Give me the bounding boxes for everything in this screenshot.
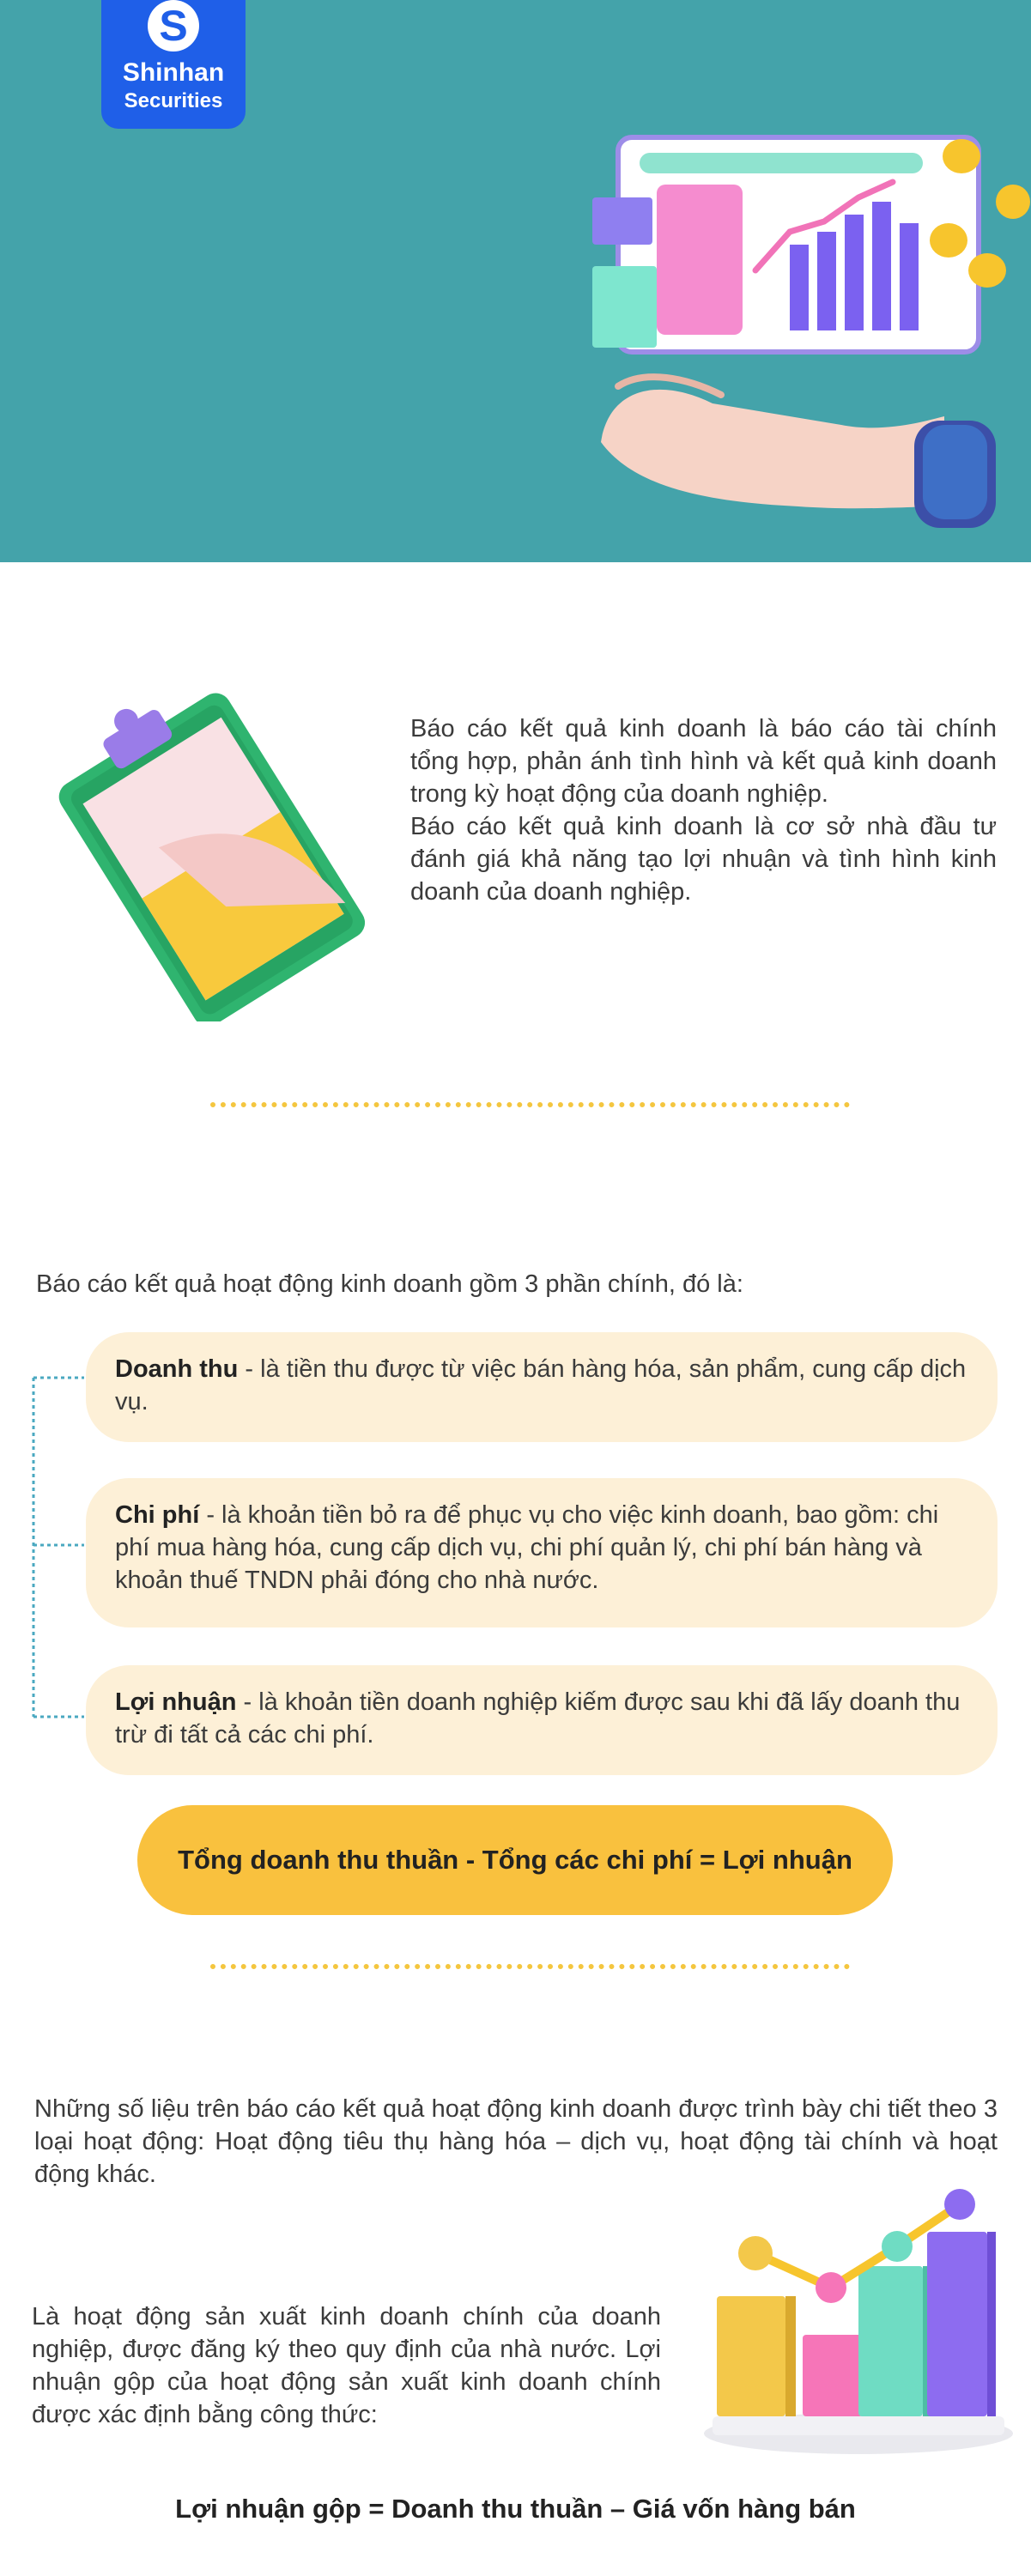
activities-intro: Những số liệu trên báo cáo kết quả hoạt động kinh doanh được trình bày chi tiết theo 3 loại hoạt động: Hoạt động tiêu thụ hàng hóa – dịch vụ, hoạt động tài chính và hoạt động khác. bbox=[34, 2095, 998, 2188]
shinhan-logo[interactable] bbox=[101, 0, 246, 129]
hero-banner bbox=[0, 0, 1031, 562]
part-desc: - là khoản tiền doanh nghiệp kiếm được sau khi đã lấy doanh thu trừ đi tất cả các chi phí. bbox=[115, 1688, 961, 1749]
brand-division: Securities bbox=[124, 89, 223, 112]
brand-name: Shinhan bbox=[122, 58, 225, 87]
parts-connector bbox=[31, 1373, 91, 1725]
part-term: Chi phí bbox=[115, 1501, 200, 1529]
bar-chart-3d-icon bbox=[687, 2167, 1013, 2464]
part-desc: - là khoản tiền bỏ ra để phục vụ cho việc kinh doanh, bao gồm: chi phí mua hàng hóa, cung cấp dịch vụ, chi phí quản lý, chi phí bán hàng và khoản thuế TNDN phải đóng cho nhà nước. bbox=[115, 1501, 939, 1594]
part-card-revenue bbox=[86, 1332, 998, 1442]
shinhan-logo-mark: S bbox=[148, 0, 199, 52]
intro-paragraph: Báo cáo kết quả kinh doanh là báo cáo tài chính tổng hợp, phản ánh tình hình và kết quả kinh doanh trong kỳ hoạt động của doanh nghiệp. bbox=[410, 715, 997, 808]
main-activity-text: Là hoạt động sản xuất kinh doanh chính của doanh nghiệp, được đăng ký theo quy định của nhà nước. Lợi nhuận gộp của hoạt động sản xuất kinh doanh chính được xác định bằng công thức: bbox=[32, 2303, 661, 2428]
part-term: Doanh thu bbox=[115, 1355, 239, 1383]
section-divider bbox=[210, 1964, 850, 1969]
part-term: Lợi nhuận bbox=[115, 1688, 237, 1716]
clipboard-icon bbox=[26, 687, 391, 1021]
parts-heading: Báo cáo kết quả hoạt động kinh doanh gồm 3 phần chính, đó là: bbox=[36, 1270, 743, 1298]
intro-text bbox=[410, 712, 997, 908]
profit-formula: Tổng doanh thu thuần - Tổng các chi phí = Lợi nhuận bbox=[137, 1805, 893, 1915]
part-card-profit bbox=[86, 1665, 998, 1775]
section-divider bbox=[210, 1102, 850, 1107]
gross-profit-formula: Lợi nhuận gộp = Doanh thu thuần – Giá vốn hàng bán bbox=[175, 2494, 856, 2524]
hand-holding-report-board-illustration bbox=[584, 129, 1031, 541]
part-desc: - là tiền thu được từ việc bán hàng hóa, sản phẩm, cung cấp dịch vụ. bbox=[115, 1355, 967, 1415]
intro-paragraph: Báo cáo kết quả kinh doanh là cơ sở nhà đầu tư đánh giá khả năng tạo lợi nhuận và tình hình kinh doanh của doanh nghiệp. bbox=[410, 813, 997, 906]
part-card-cost bbox=[86, 1478, 998, 1627]
